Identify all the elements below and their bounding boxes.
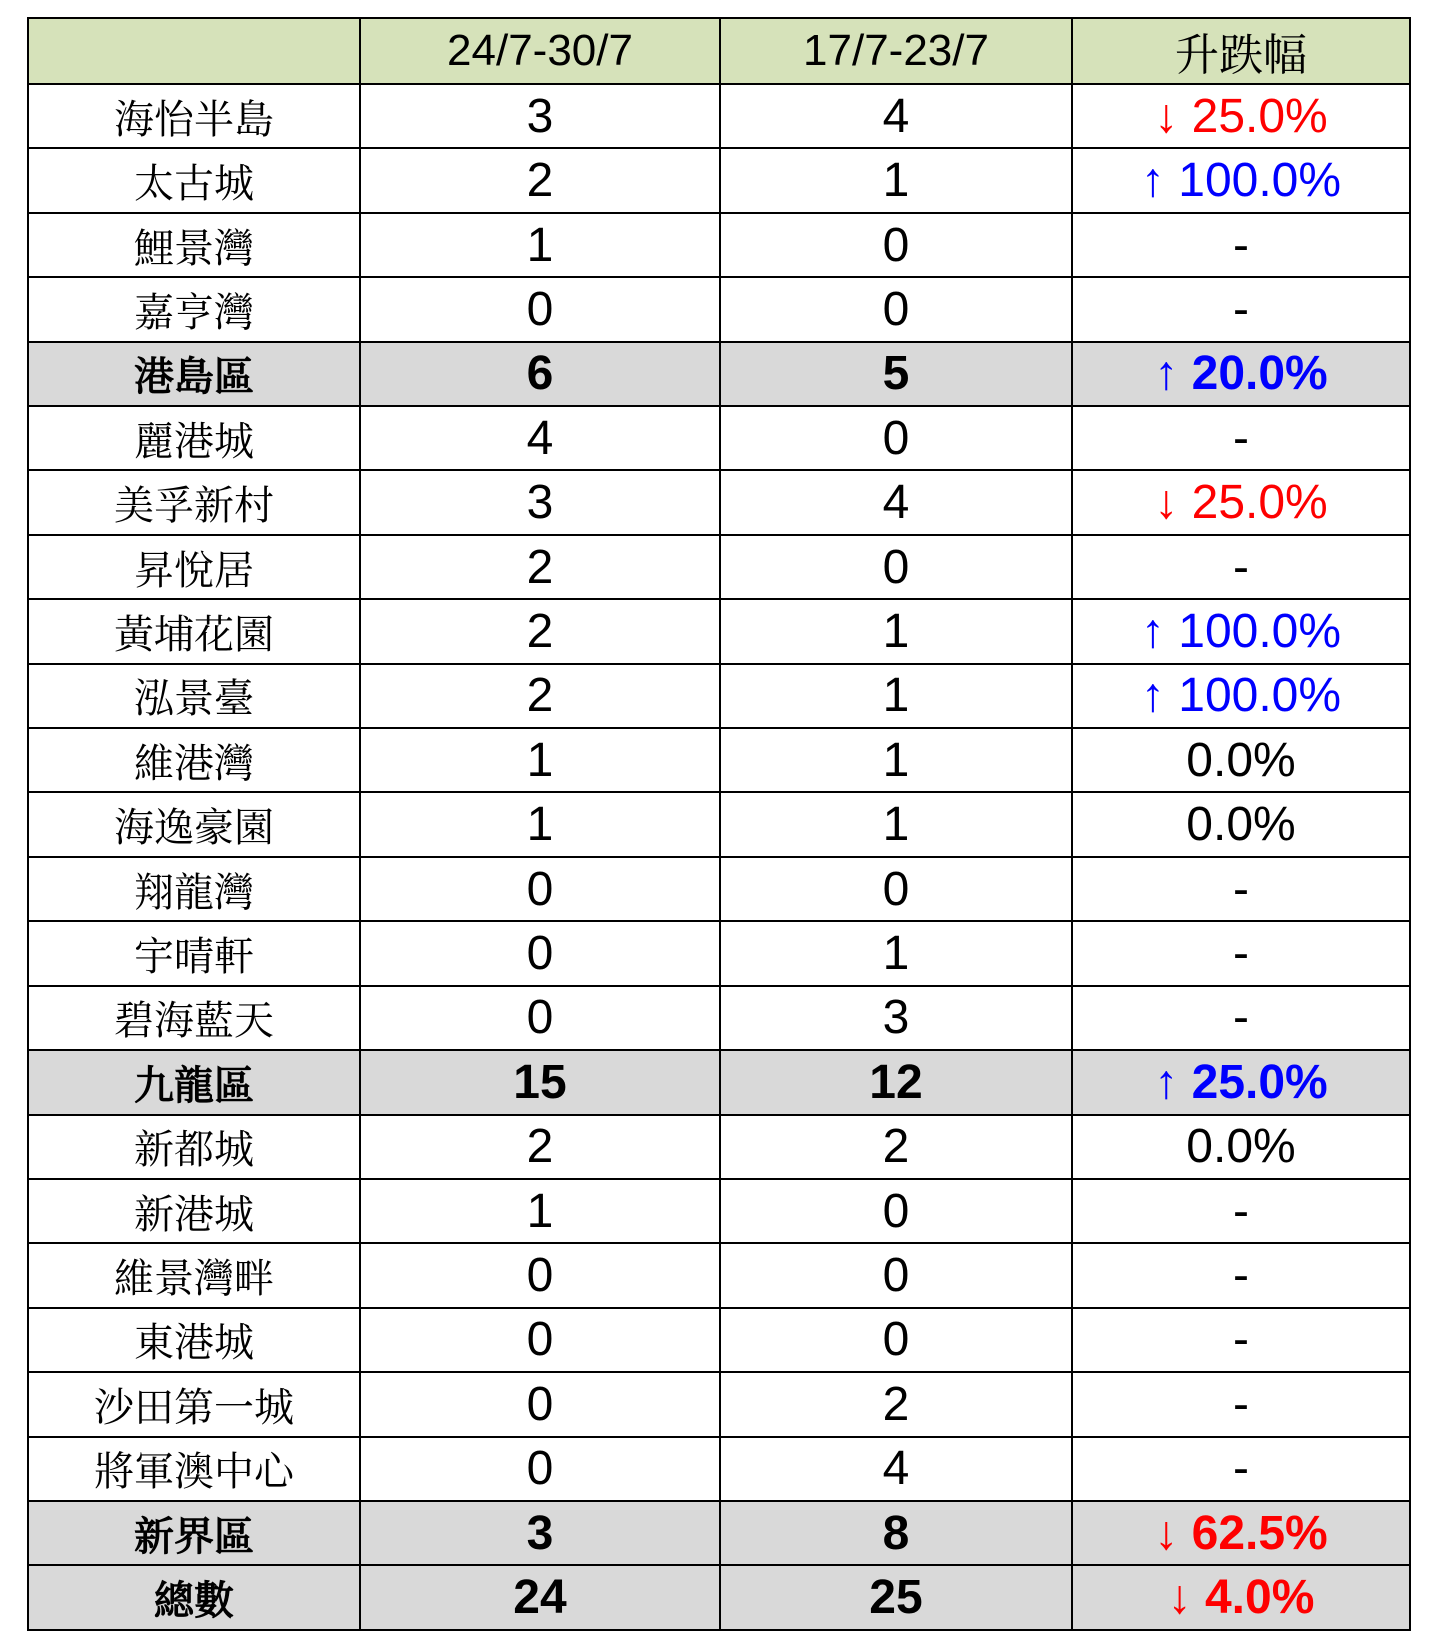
change-percent-cell: -	[1072, 1437, 1410, 1501]
change-percent-cell: -	[1072, 986, 1410, 1050]
change-percent-cell: 0.0%	[1072, 728, 1410, 792]
estate-name-cell: 東港城	[28, 1308, 360, 1372]
previous-week-count-cell: 0	[720, 1308, 1072, 1372]
estate-name-cell: 宇晴軒	[28, 921, 360, 985]
current-week-count-cell: 0	[360, 921, 720, 985]
estate-row	[28, 1308, 1410, 1372]
current-week-count-cell: 4	[360, 406, 720, 470]
previous-week-count-cell: 1	[720, 599, 1072, 663]
previous-week-count-cell: 8	[720, 1501, 1072, 1565]
estate-row	[28, 728, 1410, 792]
table-header-row	[28, 18, 1410, 84]
estate-name-cell: 維港灣	[28, 728, 360, 792]
district-total-row	[28, 1050, 1410, 1114]
estate-name-cell: 泓景臺	[28, 664, 360, 728]
previous-week-column-header: 17/7-23/7	[720, 18, 1072, 84]
change-percent-cell: ↓ 25.0%	[1072, 84, 1410, 148]
estate-name-cell: 麗港城	[28, 406, 360, 470]
current-week-count-cell: 0	[360, 857, 720, 921]
estate-row	[28, 406, 1410, 470]
change-percent-cell: 0.0%	[1072, 1115, 1410, 1179]
current-week-count-cell: 3	[360, 84, 720, 148]
weekly-transactions-table-container	[27, 17, 1411, 1631]
district-total-row	[28, 342, 1410, 406]
previous-week-count-cell: 2	[720, 1115, 1072, 1179]
grand-total-row	[28, 1565, 1410, 1630]
estate-row	[28, 1179, 1410, 1243]
current-week-count-cell: 2	[360, 1115, 720, 1179]
current-week-count-cell: 1	[360, 792, 720, 856]
change-percent-cell: ↑ 25.0%	[1072, 1050, 1410, 1114]
estate-row	[28, 599, 1410, 663]
previous-week-count-cell: 0	[720, 857, 1072, 921]
previous-week-count-cell: 0	[720, 535, 1072, 599]
estate-name-cell: 昇悅居	[28, 535, 360, 599]
estate-name-cell: 港島區	[28, 342, 360, 406]
estate-row	[28, 1437, 1410, 1501]
current-week-count-cell: 15	[360, 1050, 720, 1114]
estate-name-cell: 維景灣畔	[28, 1243, 360, 1307]
previous-week-count-cell: 1	[720, 792, 1072, 856]
change-percent-cell: -	[1072, 277, 1410, 341]
estate-row	[28, 792, 1410, 856]
change-percent-cell: ↑ 20.0%	[1072, 342, 1410, 406]
change-percent-cell: -	[1072, 1308, 1410, 1372]
current-week-count-cell: 0	[360, 1372, 720, 1436]
estate-name-cell: 總數	[28, 1565, 360, 1630]
district-total-row	[28, 1501, 1410, 1565]
estate-row	[28, 1115, 1410, 1179]
previous-week-count-cell: 0	[720, 1243, 1072, 1307]
previous-week-count-cell: 3	[720, 986, 1072, 1050]
current-week-count-cell: 6	[360, 342, 720, 406]
estate-name-cell: 嘉亨灣	[28, 277, 360, 341]
current-week-count-cell: 2	[360, 535, 720, 599]
previous-week-count-cell: 1	[720, 664, 1072, 728]
estate-name-cell: 新都城	[28, 1115, 360, 1179]
estate-name-cell: 鯉景灣	[28, 213, 360, 277]
previous-week-count-cell: 0	[720, 277, 1072, 341]
previous-week-count-cell: 4	[720, 470, 1072, 534]
previous-week-count-cell: 4	[720, 1437, 1072, 1501]
previous-week-count-cell: 2	[720, 1372, 1072, 1436]
change-percent-cell: ↑ 100.0%	[1072, 599, 1410, 663]
current-week-count-cell: 0	[360, 277, 720, 341]
estate-name-cell: 海怡半島	[28, 84, 360, 148]
previous-week-count-cell: 5	[720, 342, 1072, 406]
estate-row	[28, 213, 1410, 277]
current-week-count-cell: 1	[360, 728, 720, 792]
previous-week-count-cell: 1	[720, 728, 1072, 792]
current-week-count-cell: 3	[360, 1501, 720, 1565]
current-week-count-cell: 24	[360, 1565, 720, 1630]
previous-week-count-cell: 0	[720, 213, 1072, 277]
change-percent-cell: -	[1072, 1179, 1410, 1243]
current-week-count-cell: 2	[360, 599, 720, 663]
estate-row	[28, 1243, 1410, 1307]
estate-row	[28, 986, 1410, 1050]
change-percent-cell: 0.0%	[1072, 792, 1410, 856]
estate-row	[28, 470, 1410, 534]
current-week-count-cell: 2	[360, 148, 720, 212]
estate-row	[28, 664, 1410, 728]
previous-week-count-cell: 0	[720, 406, 1072, 470]
estate-name-cell: 海逸豪園	[28, 792, 360, 856]
estate-row	[28, 1372, 1410, 1436]
weekly-transactions-table	[27, 17, 1411, 1631]
estate-name-cell: 新港城	[28, 1179, 360, 1243]
estate-row	[28, 535, 1410, 599]
change-percent-cell: -	[1072, 213, 1410, 277]
estate-name-cell: 美孚新村	[28, 470, 360, 534]
estate-row	[28, 84, 1410, 148]
change-percent-cell: -	[1072, 406, 1410, 470]
current-week-count-cell: 0	[360, 1437, 720, 1501]
estate-name-cell: 九龍區	[28, 1050, 360, 1114]
previous-week-count-cell: 4	[720, 84, 1072, 148]
change-percent-cell: -	[1072, 1243, 1410, 1307]
current-week-count-cell: 1	[360, 1179, 720, 1243]
previous-week-count-cell: 25	[720, 1565, 1072, 1630]
previous-week-count-cell: 1	[720, 921, 1072, 985]
estate-row	[28, 277, 1410, 341]
current-week-count-cell: 0	[360, 986, 720, 1050]
change-percent-cell: -	[1072, 921, 1410, 985]
current-week-column-header: 24/7-30/7	[360, 18, 720, 84]
estate-name-cell: 將軍澳中心	[28, 1437, 360, 1501]
estate-name-cell: 碧海藍天	[28, 986, 360, 1050]
estate-name-cell: 新界區	[28, 1501, 360, 1565]
current-week-count-cell: 2	[360, 664, 720, 728]
change-percent-cell: ↑ 100.0%	[1072, 664, 1410, 728]
estate-name-cell: 翔龍灣	[28, 857, 360, 921]
previous-week-count-cell: 0	[720, 1179, 1072, 1243]
change-percent-cell: ↓ 62.5%	[1072, 1501, 1410, 1565]
change-percent-cell: -	[1072, 535, 1410, 599]
estate-name-cell: 沙田第一城	[28, 1372, 360, 1436]
current-week-count-cell: 0	[360, 1243, 720, 1307]
current-week-count-cell: 0	[360, 1308, 720, 1372]
table-body	[28, 84, 1410, 1630]
change-percent-cell: ↓ 4.0%	[1072, 1565, 1410, 1630]
change-percent-cell: -	[1072, 1372, 1410, 1436]
current-week-count-cell: 1	[360, 213, 720, 277]
change-percent-cell: -	[1072, 857, 1410, 921]
current-week-count-cell: 3	[360, 470, 720, 534]
change-percent-cell: ↑ 100.0%	[1072, 148, 1410, 212]
estate-row	[28, 148, 1410, 212]
estate-row	[28, 921, 1410, 985]
change-percent-cell: ↓ 25.0%	[1072, 470, 1410, 534]
previous-week-count-cell: 1	[720, 148, 1072, 212]
estate-column-header	[28, 18, 360, 84]
estate-row	[28, 857, 1410, 921]
estate-name-cell: 太古城	[28, 148, 360, 212]
change-column-header: 升跌幅	[1072, 18, 1410, 84]
previous-week-count-cell: 12	[720, 1050, 1072, 1114]
estate-name-cell: 黃埔花園	[28, 599, 360, 663]
